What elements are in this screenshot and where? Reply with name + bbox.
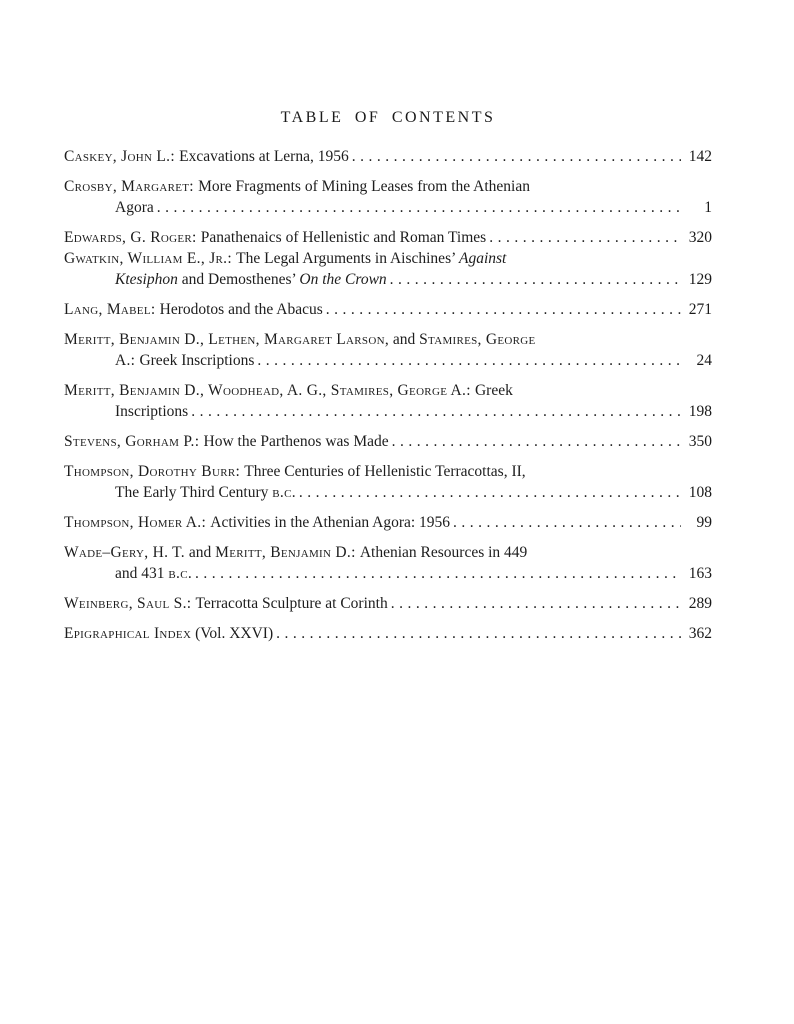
entry-continuation-line (64, 563, 712, 584)
entry-first-line (64, 299, 712, 320)
text-segment-rg: Athenian Resources in 449 (359, 544, 528, 561)
text-segment-rg: Terracotta Sculpture at Corinth (195, 595, 388, 612)
toc-entry (64, 542, 712, 584)
dot-leader (157, 197, 681, 218)
text-segment-sc: Lang, Mabel: (64, 301, 160, 318)
entry-text (64, 250, 506, 267)
toc-entry (64, 431, 712, 452)
dot-leader (391, 593, 681, 614)
text-segment-rg: and (184, 544, 216, 561)
entry-text (64, 382, 513, 399)
entry-text (64, 299, 323, 320)
dot-leader (390, 269, 681, 290)
text-segment-sc: b.c. (272, 484, 296, 501)
text-segment-rg: Excavations at Lerna, 1956 (179, 148, 349, 165)
page-number: 271 (688, 301, 712, 318)
text-segment-rg: How the Parthenos was Made (203, 433, 389, 450)
dot-leader (257, 350, 681, 371)
text-segment-sc: b.c. (168, 565, 193, 582)
text-segment-sc: Meritt, Benjamin D., Woodhead, A. G., Stamires, George A.: (64, 382, 475, 399)
dot-leader (326, 299, 681, 320)
toc-entry (64, 512, 712, 533)
entry-continuation-line (64, 350, 712, 371)
text-segment-rg: and Demosthenes’ (177, 271, 300, 288)
entry-continuation-line (64, 401, 712, 422)
text-segment-rg: Inscriptions (115, 403, 189, 420)
toc-entry (64, 299, 712, 320)
entry-first-line (64, 461, 712, 482)
entry-text (115, 563, 192, 584)
text-segment-sc: Crosby, Margaret: (64, 178, 199, 195)
toc-entry (64, 329, 712, 371)
text-segment-sc: Wade–Gery, H. T. (64, 544, 185, 561)
text-segment-sc: Meritt, Benjamin D.: (215, 544, 360, 561)
page-number: 24 (696, 352, 712, 369)
dot-leader (299, 482, 681, 503)
text-segment-rg: and 431 (115, 565, 169, 582)
page-number: 198 (688, 403, 712, 420)
toc-entry (64, 227, 712, 248)
entry-first-line (64, 623, 712, 644)
entry-first-line (64, 227, 712, 248)
entry-text (64, 623, 273, 644)
dot-leader (195, 563, 681, 584)
dot-leader (352, 146, 681, 167)
text-segment-rg: The Legal Arguments in Aischines’ (236, 250, 459, 267)
entry-first-line (64, 176, 712, 197)
dot-leader (276, 623, 681, 644)
text-segment-rg: Greek Inscriptions (139, 352, 255, 369)
text-segment-sc: Thompson, Dorothy Burr: (64, 463, 245, 480)
dot-leader (453, 512, 681, 533)
entry-text (64, 331, 536, 348)
toc-entry (64, 380, 712, 422)
entry-first-line (64, 329, 712, 350)
page-number: 108 (688, 484, 712, 501)
toc-entry (64, 623, 712, 644)
dot-leader (191, 401, 681, 422)
text-segment-rg: More Fragments of Mining Leases from the Athenian (198, 178, 530, 195)
page-number: 362 (688, 625, 712, 642)
text-segment-rg: Agora (115, 199, 154, 216)
entry-continuation-line (64, 197, 712, 218)
text-segment-rg: Three Centuries of Hellenistic Terracottas, II, (244, 463, 526, 480)
page-number: 99 (696, 514, 712, 531)
entry-text (64, 544, 527, 561)
text-segment-rg: Activities in the Athenian Agora: 1956 (210, 514, 451, 531)
text-segment-rg: and (389, 331, 420, 348)
entry-text (64, 178, 530, 195)
page-title: TABLE OF CONTENTS (280, 109, 496, 126)
entry-text (64, 146, 349, 167)
entry-text (64, 512, 450, 533)
page-number: 1 (704, 199, 712, 216)
text-segment-rg: The Early Third Century (115, 484, 273, 501)
entry-text (64, 463, 526, 480)
entry-first-line (64, 248, 712, 269)
dot-leader (489, 227, 681, 248)
toc-entry (64, 176, 712, 218)
page-number: 350 (688, 433, 712, 450)
text-segment-sc: Epigraphical Index (64, 625, 192, 642)
text-segment-sc: Weinberg, Saul S.: (64, 595, 196, 612)
text-segment-it: Against (458, 250, 507, 267)
entry-text (115, 350, 254, 371)
entry-first-line (64, 593, 712, 614)
entry-text (115, 197, 154, 218)
dot-leader (392, 431, 681, 452)
text-segment-sc: Stamires, George (419, 331, 536, 348)
text-segment-rg: Herodotos and the Abacus (159, 301, 323, 318)
toc-entry (64, 461, 712, 503)
page-number: 320 (688, 229, 712, 246)
text-segment-rg: Panathenaics of Hellenistic and Roman Times (200, 229, 487, 246)
text-segment-sc: Stevens, Gorham P.: (64, 433, 204, 450)
page-number: 142 (688, 148, 712, 165)
toc-entries (64, 146, 712, 644)
entry-text (115, 269, 387, 290)
page-number: 163 (688, 565, 712, 582)
entry-first-line (64, 512, 712, 533)
toc-entry (64, 248, 712, 290)
entry-text (64, 593, 388, 614)
text-segment-sc: Gwatkin, William E., Jr.: (64, 250, 237, 267)
page-number: 129 (688, 271, 712, 288)
text-segment-it: Ktesiphon (115, 271, 178, 288)
entry-text (64, 431, 389, 452)
text-segment-sc: Edwards, G. Roger: (64, 229, 201, 246)
entry-first-line (64, 542, 712, 563)
entry-continuation-line (64, 269, 712, 290)
text-segment-sc: Caskey, John L.: (64, 148, 180, 165)
text-segment-sc: Meritt, Benjamin D., Lethen, Margaret Larson, (64, 331, 389, 348)
text-segment-sc: Thompson, Homer A.: (64, 514, 211, 531)
entry-text (115, 401, 188, 422)
page-number: 289 (688, 595, 712, 612)
entry-text (115, 482, 296, 503)
entry-text (64, 227, 486, 248)
text-segment-rg: Greek (474, 382, 513, 399)
text-segment-sc: A.: (115, 352, 140, 369)
entry-first-line (64, 146, 712, 167)
entry-continuation-line (64, 482, 712, 503)
toc-entry (64, 593, 712, 614)
entry-first-line (64, 380, 712, 401)
entry-first-line (64, 431, 712, 452)
text-segment-rg: (Vol. XXVI) (191, 625, 274, 642)
text-segment-it: On the Crown (299, 271, 387, 288)
toc-entry (64, 146, 712, 167)
